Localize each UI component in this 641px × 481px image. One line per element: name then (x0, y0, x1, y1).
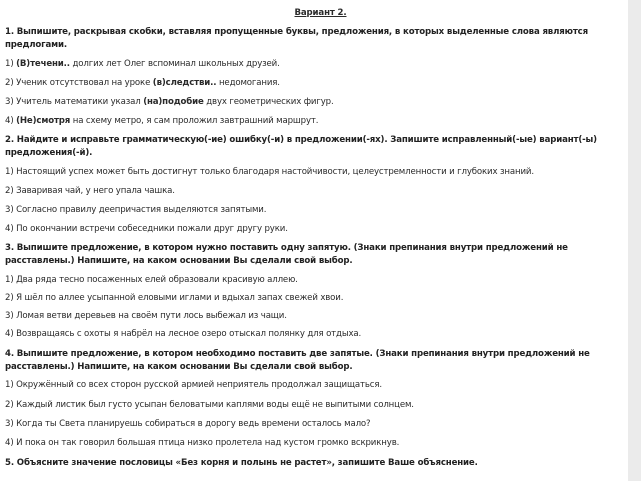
list-item: 4) По окончании встречи собеседники пожали друг другу руки. (5, 224, 288, 234)
list-item: 3) Учитель математики указал (на)подобие двух геометрических фигур. (5, 97, 334, 107)
question-1-text-cont: предлогами. (5, 40, 68, 50)
list-item: 2) Каждый листик был густо усыпан беловатыми каплями воды ещё не выпитыми солнцем. (5, 400, 414, 410)
list-item: 4) И пока он так говорил большая птица низко пролетела над кустом громко вскрикнув. (5, 438, 400, 448)
list-item: 4) (Не)смотря на схему метро, я сам проложил завтрашний маршрут. (5, 116, 319, 126)
document-title: Вариант 2. (294, 8, 347, 18)
question-4-text-cont: расставлены.) Напишите, на каком основании Вы сделали свой выбор. (5, 362, 353, 372)
list-item: 3) Согласно правилу деепричастия выделяются запятыми. (5, 205, 267, 215)
list-item: 4) Возвращаясь с охоты я набрёл на лесное озеро отыскал полянку для отдыха. (5, 329, 362, 339)
question-3-text: 3. Выпишите предложение, в котором нужно поставить одну запятую. (Знаки препинания внутри предложений не (5, 243, 568, 253)
question-1-text: 1. Выпишите, раскрывая скобки, вставляя пропущенные буквы, предложения, в которых выделенные слова являются (5, 27, 588, 37)
question-2-text-cont: предложения(-й). (5, 148, 93, 158)
list-item: 1) (В)течени.. долгих лет Олег вспоминал школьных друзей. (5, 59, 280, 69)
highlighted-word: (В)течени.. (16, 59, 70, 69)
list-item: 3) Ломая ветви деревьев на своём пути лось выбежал из чащи. (5, 311, 287, 321)
list-item: 1) Окружённый со всех сторон русской армией неприятель продолжал защищаться. (5, 380, 382, 390)
highlighted-word: (на)подобие (143, 97, 204, 107)
list-item: 2) Ученик отсутствовал на уроке (в)следстви.. недомогания. (5, 78, 280, 88)
list-item: 2) Я шёл по аллее усыпанной еловыми иглами и вдыхал запах свежей хвои. (5, 293, 344, 303)
highlighted-word: (в)следстви.. (152, 78, 217, 88)
list-item: 3) Когда ты Света планируешь собираться в дорогу ведь времени осталось мало? (5, 419, 371, 429)
question-3-text-cont: расставлены.) Напишите, на каком основании Вы сделали свой выбор. (5, 256, 353, 266)
question-5-text: 5. Объясните значение пословицы «Без корня и полынь не растет», запишите Ваше объяснение. (5, 458, 478, 468)
list-item: 2) Заваривая чай, у него упала чашка. (5, 186, 175, 196)
highlighted-word: (Не)смотря (16, 116, 71, 126)
scrollbar-track[interactable] (628, 0, 641, 481)
question-4-text: 4. Выпишите предложение, в котором необходимо поставить две запятые. (Знаки препинания внутри предложений не (5, 349, 590, 359)
list-item: 1) Два ряда тесно посаженных елей образовали красивую аллею. (5, 275, 298, 285)
list-item: 1) Настоящий успех может быть достигнут только благодаря настойчивости, целеустремленности и глубоких знаний. (5, 167, 534, 177)
question-2-text: 2. Найдите и исправьте грамматическую(-ие) ошибку(-и) в предложении(-ях). Запишите исправленный(-ые) вариант(-ы) (5, 135, 597, 145)
